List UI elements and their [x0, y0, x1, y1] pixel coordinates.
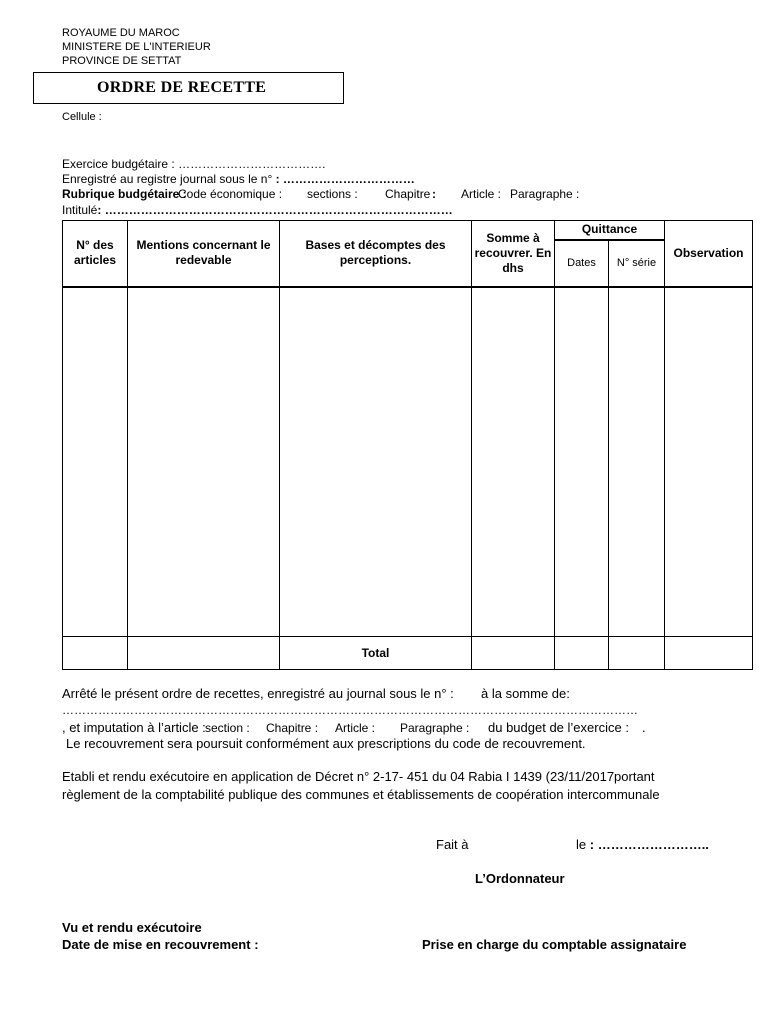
- total-cell-articles: [63, 637, 128, 670]
- exercice-budgetaire: Exercice budgétaire : ……………………………….: [62, 157, 326, 171]
- paragraphe-label: Paragraphe :: [510, 187, 580, 201]
- col-dates-header: Dates: [555, 240, 609, 287]
- header-cellule: Cellule :: [62, 111, 102, 123]
- col-observation-header: Observation: [665, 221, 753, 287]
- ordonnateur-label: L’Ordonnateur: [475, 871, 565, 886]
- cell-observation[interactable]: [665, 287, 753, 637]
- imputation-paragraphe: Paragraphe :: [400, 721, 470, 735]
- total-cell-nserie: [609, 637, 665, 670]
- somme-label: à la somme de:: [481, 686, 570, 701]
- total-value[interactable]: [472, 637, 555, 670]
- article-label: Article :: [461, 187, 502, 201]
- fait-a-label: Fait à: [436, 837, 469, 852]
- le-label: le: [576, 837, 587, 852]
- intitule-label: Intitulé: [62, 203, 98, 217]
- date-mise-recouvrement: Date de mise en recouvrement :: [62, 937, 259, 952]
- prise-en-charge: Prise en charge du comptable assignataire: [422, 937, 687, 952]
- recette-table: [62, 220, 753, 670]
- etabli-line-1: Etabli et rendu exécutoire en application de Décret n° 2-17- 451 du 04 Rabia I 1439 (23/11/2017portant: [62, 769, 655, 784]
- sections-label: sections :: [307, 187, 358, 201]
- recouvrement-text: Le recouvrement sera poursuit conformément aux prescriptions du code de recouvrement.: [66, 736, 586, 751]
- le-dots: : ……………………..: [589, 837, 709, 852]
- col-nserie-header: N° série: [609, 240, 665, 287]
- imputation-end: .: [642, 720, 646, 735]
- header-kingdom: ROYAUME DU MAROC: [62, 27, 180, 39]
- imputation-chapitre: Chapitre :: [266, 721, 319, 735]
- header-ministry: MINISTERE DE L'INTERIEUR: [62, 41, 211, 53]
- rubrique-label: Rubrique budgétaire :: [62, 187, 187, 201]
- table-total-row: [63, 637, 753, 670]
- intitule-dots: : ……………………………………………………………………………: [97, 203, 453, 217]
- imputation-budget: du budget de l’exercice :: [488, 720, 629, 735]
- cell-mentions[interactable]: [128, 287, 280, 637]
- chapitre-colon: :: [432, 187, 436, 201]
- document-title: ORDRE DE RECETTE: [97, 79, 267, 96]
- vu-rendu-executoire: Vu et rendu exécutoire: [62, 920, 202, 935]
- le-line: [576, 837, 709, 853]
- cell-somme[interactable]: [472, 287, 555, 637]
- title-box: [33, 72, 344, 104]
- col-articles-header: N° des articles: [63, 221, 128, 287]
- imputation-article-label: Article :: [335, 721, 376, 735]
- cell-bases[interactable]: [280, 287, 472, 637]
- total-cell-dates: [555, 637, 609, 670]
- enregistre-line: [62, 172, 415, 187]
- total-label: Total: [280, 637, 472, 670]
- enregistre-label: Enregistré au registre journal sous le n°: [62, 172, 276, 186]
- header-province: PROVINCE DE SETTAT: [62, 55, 182, 67]
- enregistre-dots: : ……………………………: [275, 172, 415, 186]
- col-bases-header: Bases et décomptes des perceptions.: [280, 221, 472, 287]
- arrete-text: Arrêté le présent ordre de recettes, enregistré au journal sous le n° :: [62, 686, 454, 701]
- total-cell-observation: [665, 637, 753, 670]
- chapitre-label: Chapitre: [385, 187, 431, 201]
- dots-line: ………………………………………………………………………………………………………………………………: [62, 703, 638, 717]
- cell-articles[interactable]: [63, 287, 128, 637]
- imputation-article: , et imputation à l’article :: [62, 720, 206, 735]
- col-somme-header: Somme à recouvrer. En dhs: [472, 221, 555, 287]
- total-cell-mentions: [128, 637, 280, 670]
- cell-nserie[interactable]: [609, 287, 665, 637]
- code-economique: Code économique :: [178, 187, 283, 201]
- intitule-line: [62, 203, 453, 218]
- imputation-section: section :: [205, 721, 250, 735]
- table-body-row: [63, 287, 753, 637]
- col-mentions-header: Mentions concernant le redevable: [128, 221, 280, 287]
- etabli-line-2: règlement de la comptabilité publique des communes et établissements de coopération intercommunale: [62, 787, 660, 802]
- cell-dates[interactable]: [555, 287, 609, 637]
- col-quittance-header: Quittance: [555, 221, 665, 240]
